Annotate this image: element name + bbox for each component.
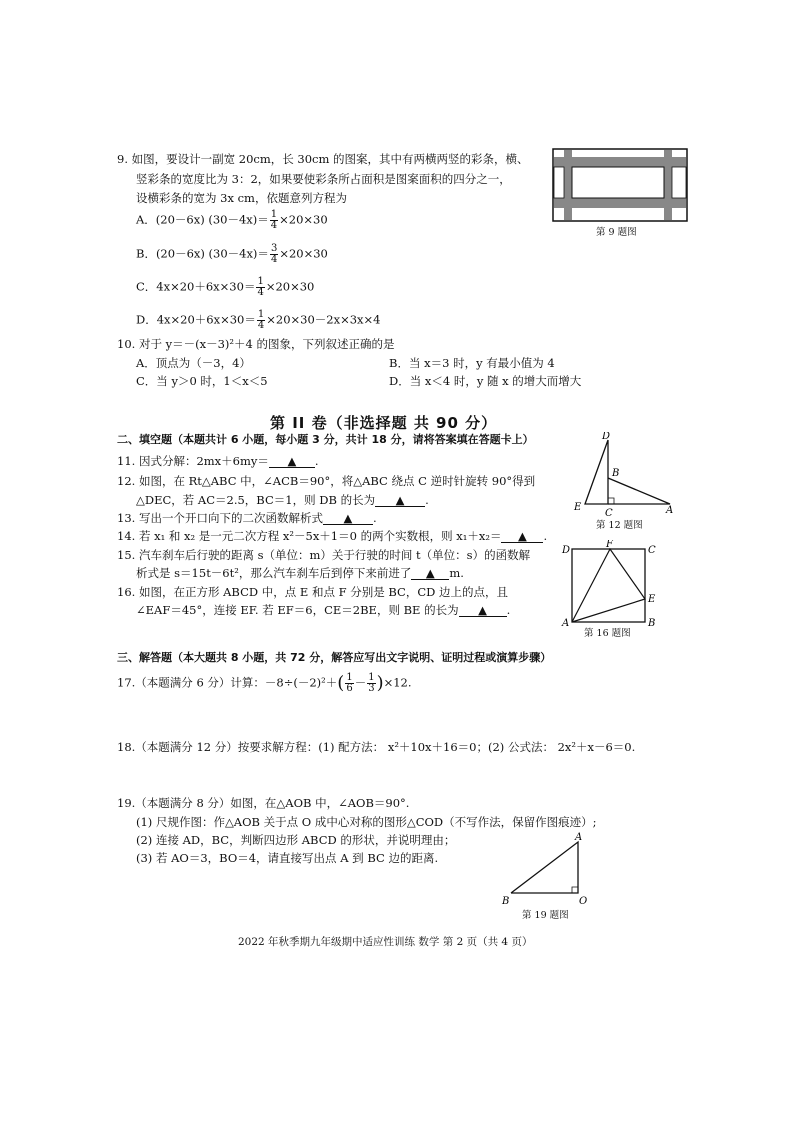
fraction: $\frac{1}{4}$ (270, 209, 278, 231)
q10-stem: 10. 对于 y＝－(x－3)²＋4 的图象，下列叙述正确的是 (117, 337, 395, 351)
q19-stem: 19.（本题满分 8 分）如图，在△AOB 中，∠AOB＝90°. (117, 796, 410, 810)
q12-caption: 第 12 题图 (596, 520, 643, 531)
q19-part3: (3) 若 AO＝3，BO＝4，请直接写出点 A 到 BC 边的距离. (136, 851, 439, 865)
part2-title: 第 II 卷（非选择题 共 90 分） (270, 414, 498, 432)
q19-part2: (2) 连接 AD，BC，判断四边形 ABCD 的形状，并说明理由； (136, 833, 456, 847)
q9-option-c: C．4x×20＋6x×30＝ $\frac{1}{4}$ ×20×30 (136, 276, 315, 298)
answer-blank: ▲ (501, 530, 543, 543)
q9-line3: 设横彩条的宽为 3x cm，依题意列方程为 (136, 191, 347, 205)
label-b: B (648, 618, 656, 626)
q11: 11. 因式分解：2mx＋6my＝ ▲ . (117, 454, 319, 468)
q10-option-b: B．当 x＝3 时，y 有最小值为 4 (389, 356, 555, 370)
label-d: D (562, 545, 571, 556)
fraction: $\frac{1}{4}$ (257, 276, 264, 298)
answer-blank: ▲ (323, 512, 373, 525)
q12-line1: 12. 如图，在 Rt△ABC 中，∠ACB＝90°，将△ABC 绕点 C 逆时针旋转 90°得到 (117, 474, 536, 488)
q9-option-b: B．(20－6x) (30－4x)＝ $\frac{3}{4}$ ×20×30 (136, 243, 328, 265)
q9-option-a: A．(20－6x) (30－4x)＝ $\frac{1}{4}$ ×20×30 (136, 209, 328, 231)
q16-line1: 16. 如图，在正方形 ABCD 中，点 E 和点 F 分别是 BC，CD 边上的点，且 (117, 585, 509, 599)
label-d: D (602, 432, 611, 442)
q9-caption: 第 9 题图 (596, 227, 637, 238)
label-e: E (574, 502, 582, 513)
label-o: O (579, 896, 588, 906)
q9-figure (552, 148, 688, 222)
label-a: A (575, 832, 583, 843)
q15-line1: 15. 汽车刹车后行驶的距离 s（单位：m）关于行驶的时间 t（单位：s）的函数解 (117, 548, 531, 562)
label-a: A (666, 505, 674, 516)
label-a: A (562, 618, 570, 626)
q9-option-d: D．4x×20＋6x×30＝ $\frac{1}{4}$ ×20×30－2x×3x×4 (136, 309, 381, 331)
q16-line2: ∠EAF＝45°，连接 EF. 若 EF＝6，CE＝2BE，则 BE 的长为 ▲ . (136, 603, 511, 617)
answer-blank: ▲ (459, 604, 507, 617)
label-c: C (605, 508, 613, 518)
q10-option-d: D．当 x＜4 时，y 随 x 的增大而增大 (389, 374, 582, 388)
answer-blank: ▲ (411, 567, 449, 580)
q12-figure (570, 432, 680, 518)
label-c: C (648, 545, 656, 556)
q9-line2: 竖彩条的宽度比为 3：2，如果要使彩条所占面积是图案面积的四分之一， (136, 172, 511, 186)
fraction: $\frac{1}{4}$ (257, 309, 265, 331)
solve-heading: 三、解答题（本大题共 8 小题，共 72 分，解答应写出文字说明、证明过程或演算步骤） (117, 651, 552, 664)
q10-option-a: A．顶点为（－3，4） (136, 356, 251, 370)
label-f: F (606, 540, 613, 550)
q9-line1: 9. 如图，要设计一副宽 20cm，长 30cm 的图案，其中有两横两竖的彩条，横、 (117, 152, 529, 166)
answer-blank: ▲ (269, 455, 315, 468)
label-b: B (612, 468, 620, 479)
q19-part1: (1) 尺规作图：作△AOB 关于点 O 成中心对称的图形△COD（不写作法，保留作图痕迹）; (136, 815, 597, 829)
q19-caption: 第 19 题图 (522, 910, 569, 921)
q12-line2: △DEC，若 AC＝2.5，BC＝1，则 DB 的长为 ▲ . (136, 493, 429, 507)
page-footer: 2022 年秋季期九年级期中适应性训练 数学 第 2 页（共 4 页） (238, 936, 533, 948)
q14: 14. 若 x₁ 和 x₂ 是一元二次方程 x²－5x＋1＝0 的两个实数根，则 x₁＋x₂＝ ▲ . (117, 529, 548, 543)
fraction: $\frac{3}{4}$ (270, 243, 278, 265)
label-b: B (502, 896, 510, 906)
q17: 17.（本题满分 6 分）计算：－8÷(－2)²＋( $\frac{1}{6}$ － $\frac{1}{3}$ )×12. (117, 672, 412, 694)
q16-figure (560, 540, 664, 626)
q10-option-c: C．当 y＞0 时，1＜x＜5 (136, 374, 268, 388)
q16-caption: 第 16 题图 (584, 628, 631, 639)
q15-line2: 析式是 s＝15t－6t²，那么汽车刹车后到停下来前进了 ▲ m. (136, 566, 464, 580)
fill-heading: 二、填空题（本题共计 6 小题，每小题 3 分，共计 18 分，请将答案填在答题卡上） (117, 433, 534, 446)
answer-blank: ▲ (375, 494, 425, 507)
fraction: $\frac{1}{3}$ (368, 672, 375, 694)
q13: 13. 写出一个开口向下的二次函数解析式 ▲ . (117, 511, 377, 525)
fraction: $\frac{1}{6}$ (346, 672, 353, 694)
q18: 18.（本题满分 12 分）按要求解方程：(1) 配方法： x²＋10x＋16＝0；(2) 公式法： 2x²＋x－6＝0. (117, 740, 636, 754)
q19-figure (498, 830, 594, 906)
label-e: E (648, 594, 656, 605)
